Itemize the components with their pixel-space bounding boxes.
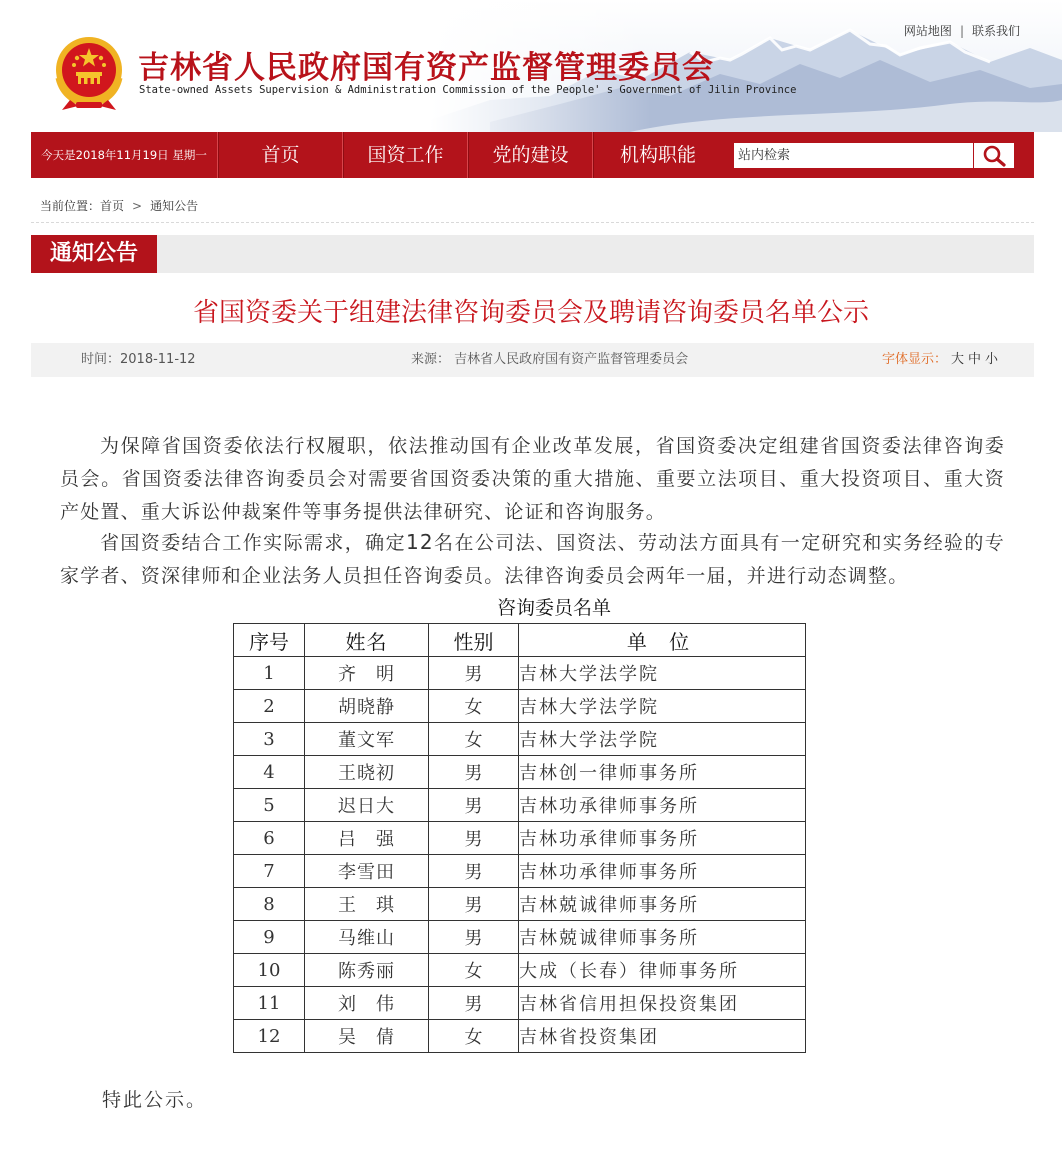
cell-name: 陈秀丽 [305,954,429,987]
table-row [234,756,806,789]
article-title: 省国资委关于组建法律咨询委员会及聘请咨询委员名单公示 [192,298,869,328]
cell-unit: 吉林兢诚律师事务所 [519,888,806,921]
table-row [234,690,806,723]
cell-gender: 女 [429,723,519,756]
cell-no: 10 [234,954,305,987]
nav-item-party-building[interactable]: 党的建设 [467,132,593,178]
cell-gender: 男 [429,822,519,855]
cell-name: 刘 伟 [305,987,429,1020]
site-header [0,0,1062,132]
header-unit: 单 位 [519,624,806,657]
cell-unit: 吉林省信用担保投资集团 [519,987,806,1020]
search-input[interactable] [734,143,980,168]
header-name: 姓名 [305,624,429,657]
paragraph-2-text-b: 名在公司法、国资法、劳动法方面具有一定研究和实务经验的专家学者、资深律师和企业法务人员担任咨询委员。法律咨询委员会两年一届，并进行动态调整。 [60,532,1005,587]
cell-name: 王晓初 [305,756,429,789]
font-size-label: 字体显示： [881,352,947,367]
cell-unit: 吉林兢诚律师事务所 [519,921,806,954]
cell-no: 1 [234,657,305,690]
font-size-medium[interactable]: 中 [967,352,981,367]
section-bar [31,235,1034,273]
cell-gender: 女 [429,1020,519,1053]
cell-unit: 吉林大学法学院 [519,657,806,690]
table-row [234,723,806,756]
search-button[interactable] [973,143,1014,168]
member-count: 12 [405,530,434,554]
cell-gender: 男 [429,756,519,789]
cell-no: 7 [234,855,305,888]
article-paragraph-2 [60,526,1005,593]
article-paragraph-1: 为保障省国资委依法行权履职，依法推动国有企业改革发展，省国资委决定组建省国资委法律咨询委员会。省国资委法律咨询委员会对需要省国资委决策的重大措施、重要立法项目、重大投资项目、重大资产处置、重大诉讼仲裁案件等事务提供法律研究、论证和咨询服务。 [60,435,1005,523]
table-row [234,987,806,1020]
cell-name: 李雪田 [305,855,429,888]
cell-gender: 女 [429,690,519,723]
table-row [234,1020,806,1053]
cell-no: 12 [234,1020,305,1053]
article-source: 来源： 吉林省人民政府国有资产监督管理委员会 [411,352,689,367]
publish-time: 时间：2018-11-12 [81,352,196,367]
current-date: 今天是2018年11月19日 星期一 [41,148,207,162]
cell-gender: 男 [429,855,519,888]
cell-unit: 大成（长春）律师事务所 [519,954,806,987]
breadcrumb-current[interactable]: 通知公告 [150,199,199,213]
cell-gender: 男 [429,657,519,690]
cell-gender: 男 [429,789,519,822]
cell-name: 董文军 [305,723,429,756]
breadcrumb-label: 当前位置： [40,199,101,213]
cell-unit: 吉林功承律师事务所 [519,789,806,822]
font-size-small[interactable]: 小 [984,352,998,367]
cell-gender: 男 [429,921,519,954]
cell-no: 2 [234,690,305,723]
cell-unit: 吉林功承律师事务所 [519,855,806,888]
table-row [234,657,806,690]
section-title: 通知公告 [31,235,157,273]
national-emblem-icon [52,34,126,112]
table-row [234,888,806,921]
table-caption: 咨询委员名单 [496,597,611,619]
cell-name: 吕 强 [305,822,429,855]
cell-no: 3 [234,723,305,756]
site-title: 吉林省人民政府国有资产监督管理委员会 [138,50,714,86]
divider [31,222,1034,223]
main-nav [31,132,1034,178]
search-box [734,143,1014,168]
table-header-row [234,624,806,657]
cell-unit: 吉林大学法学院 [519,723,806,756]
cell-name: 王 琪 [305,888,429,921]
breadcrumb [40,197,198,214]
cell-unit: 吉林功承律师事务所 [519,822,806,855]
font-size-large[interactable]: 大 [950,352,964,367]
cell-no: 11 [234,987,305,1020]
nav-item-agency-functions[interactable]: 机构职能 [592,132,723,178]
top-links: 网站地图 | 联系我们 [903,24,1020,38]
search-icon [974,143,1014,168]
closing-text: 特此公示。 [102,1089,208,1111]
table-row [234,789,806,822]
nav-item-home[interactable]: 首页 [217,132,343,178]
article-meta [31,343,1034,377]
chevron-right-icon: > [132,199,143,213]
breadcrumb-home[interactable]: 首页 [100,199,125,213]
cell-gender: 男 [429,888,519,921]
cell-unit: 吉林大学法学院 [519,690,806,723]
cell-no: 9 [234,921,305,954]
contact-us-link[interactable]: 联系我们 [971,24,1020,38]
table-row [234,822,806,855]
font-size-control [882,343,998,377]
cell-no: 6 [234,822,305,855]
cell-gender: 男 [429,987,519,1020]
cell-name: 齐 明 [305,657,429,690]
cell-unit: 吉林创一律师事务所 [519,756,806,789]
table-row [234,921,806,954]
cell-name: 迟日大 [305,789,429,822]
member-table [233,623,806,1053]
paragraph-2-text-a: 省国资委结合工作实际需求，确定 [100,532,406,554]
site-subtitle: State-owned Assets Supervision & Administration Commission of the People' s Government of Jilin Province [139,84,797,96]
sitemap-link[interactable]: 网站地图 [903,24,952,38]
table-row [234,855,806,888]
cell-gender: 女 [429,954,519,987]
cell-unit: 吉林省投资集团 [519,1020,806,1053]
cell-name: 马维山 [305,921,429,954]
nav-item-state-assets-work[interactable]: 国资工作 [342,132,468,178]
cell-name: 吴 倩 [305,1020,429,1053]
table-row [234,954,806,987]
header-no: 序号 [234,624,305,657]
header-gender: 性别 [429,624,519,657]
cell-name: 胡晓静 [305,690,429,723]
cell-no: 8 [234,888,305,921]
cell-no: 4 [234,756,305,789]
cell-no: 5 [234,789,305,822]
